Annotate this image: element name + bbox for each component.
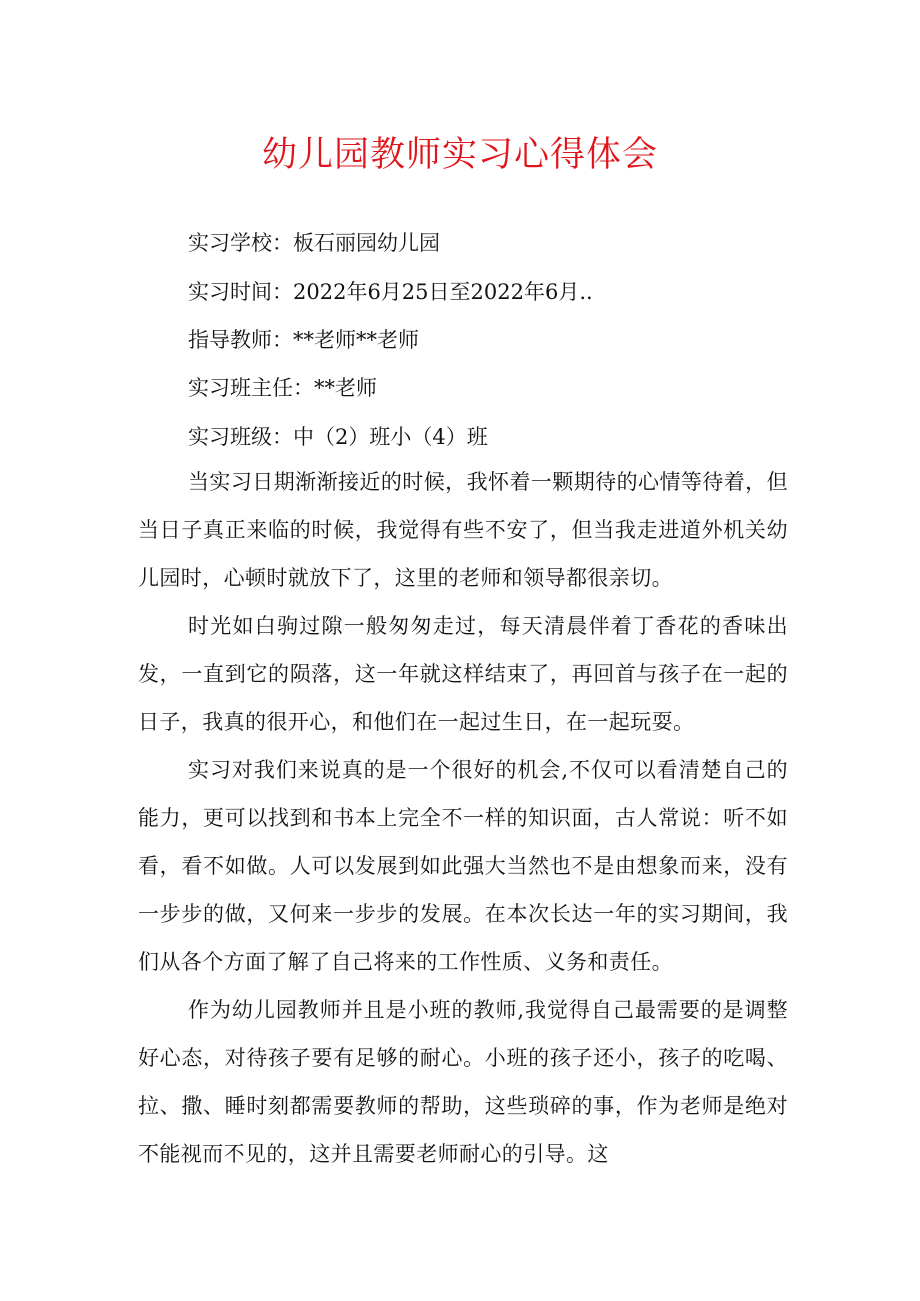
meta-internship-period: 实习时间：2022年6月25日至2022年6月.. xyxy=(188,280,593,304)
paragraph-4: 作为幼儿园教师并且是小班的教师,我觉得自己最需要的是调整好心态，对待孩子要有足够的耐心。小班的孩子还小，孩子的吃喝、拉、撒、睡时刻都需要教师的帮助，这些琐碎的事，作为老师是绝对不能视而不见的，这并且需要老师耐心的引导。这 xyxy=(138,998,788,1166)
meta-internship-class: 实习班级：中（2）班小（4）班 xyxy=(188,425,488,449)
paragraph-2: 时光如白驹过隙一般匆匆走过，每天清晨伴着丁香花的香味出发，一直到它的陨落，这一年就这样结束了，再回首与孩子在一起的日子，我真的很开心，和他们在一起过生日，在一起玩耍。 xyxy=(138,614,788,734)
meta-supervising-teachers: 指导教师：**老师**老师 xyxy=(188,328,419,352)
paragraph-1: 当实习日期渐渐接近的时候，我怀着一颗期待的心情等待着，但当日子真正来临的时候，我觉得有些不安了，但当我走进道外机关幼儿园时，心顿时就放下了，这里的老师和领导都很亲切。 xyxy=(138,470,788,590)
meta-head-teacher: 实习班主任：**老师 xyxy=(188,376,377,400)
meta-internship-school: 实习学校：板石丽园幼儿园 xyxy=(188,231,440,255)
document-title: 幼儿园教师实习心得体会 xyxy=(261,135,658,175)
paragraph-3: 实习对我们来说真的是一个很好的机会,不仅可以看清楚自己的能力，更可以找到和书本上完全不一样的知识面，古人常说：听不如看，看不如做。人可以发展到如此强大当然也不是由想象而来，没有一步步的做，又何来一步步的发展。在本次长达一年的实习期间，我们从各个方面了解了自己将来的工作性质、义务和责任。 xyxy=(138,758,788,974)
